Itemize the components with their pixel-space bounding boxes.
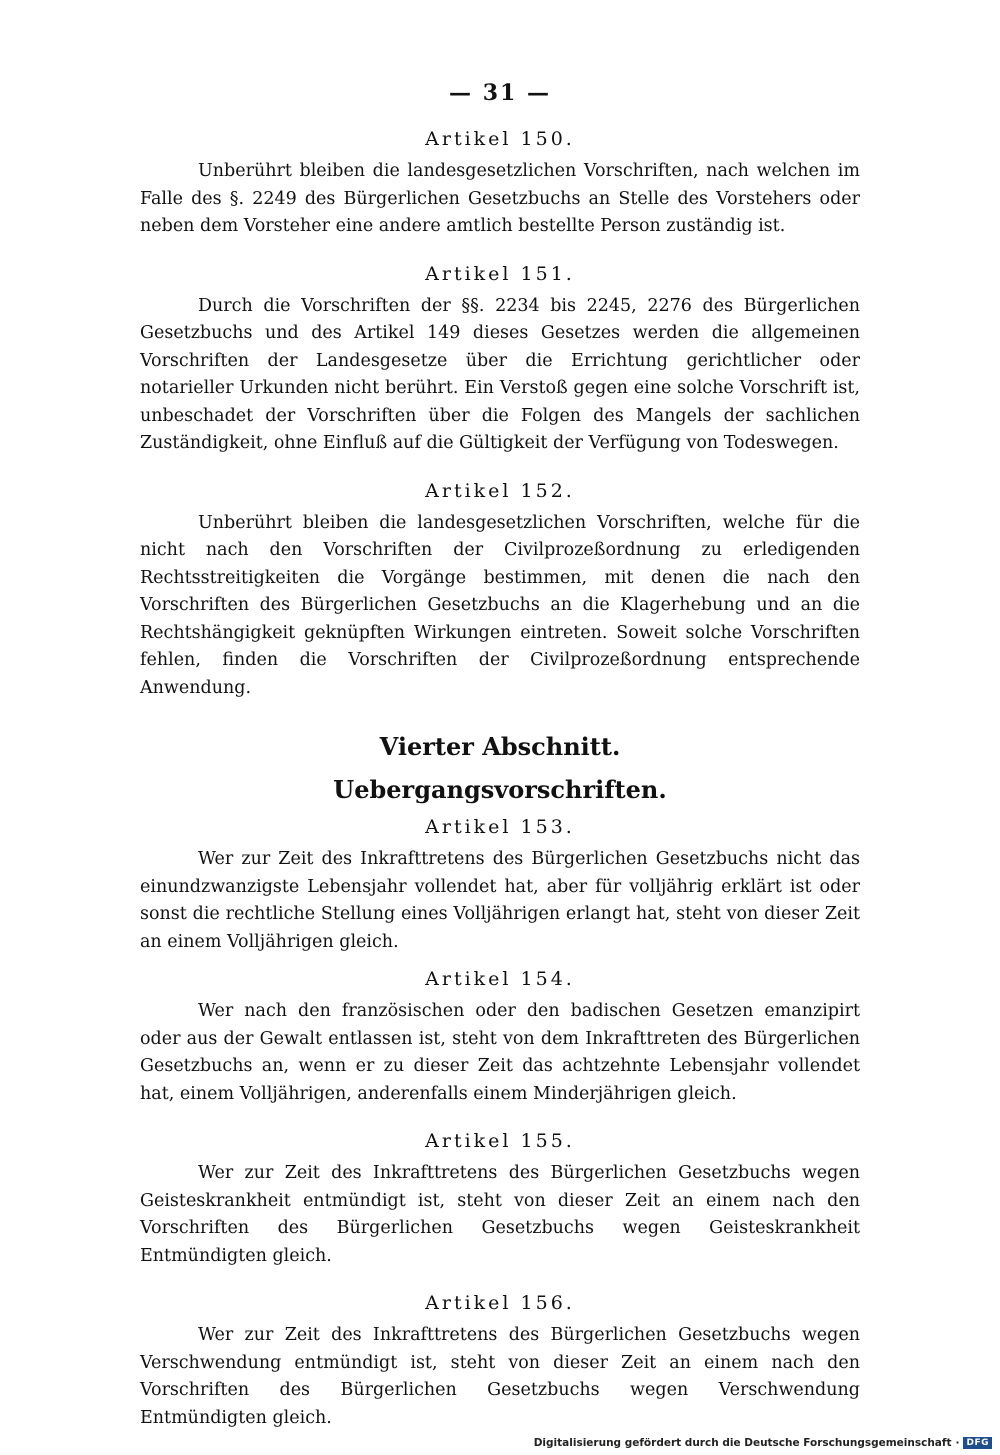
article-body: Durch die Vorschriften der §§. 2234 bis 2245, 2276 des Bürgerlichen Gesetzbuchs und des Artikel 149 dieses Gesetzes werden die allgemeinen Vorschriften der Landesgesetze über die Errichtung gerichtlicher oder notarieller Urkunden nicht berührt. Ein Verstoß gegen eine solche Vorschrift ist, unbeschadet der Vorschriften über die Folgen des Mangels der sachlichen Zuständigkeit, ohne Einfluß auf die Gültigkeit der Verfügung von Todeswegen. bbox=[140, 295, 860, 453]
article-heading: Artikel 151. bbox=[425, 262, 575, 285]
section-subtitle: Uebergangsvorschriften. bbox=[333, 775, 667, 804]
article-heading: Artikel 156. bbox=[425, 1292, 575, 1314]
article-153 bbox=[140, 816, 860, 956]
dfg-logo-icon: DFG bbox=[963, 1437, 992, 1449]
article-heading: Artikel 152. bbox=[425, 479, 575, 502]
article-heading: Artikel 153. bbox=[425, 816, 575, 838]
page-number: — 31 — bbox=[449, 80, 551, 106]
article-body: Wer zur Zeit des Inkrafttretens des Bürgerlichen Gesetzbuchs wegen Verschwendung entmündigt ist, steht von dieser Zeit an einem nach den Vorschriften des Bürgerlichen Gesetzbuchs wegen Verschwendung Entmündigten gleich. bbox=[140, 1325, 860, 1428]
article-body: Wer nach den französischen oder den badischen Gesetzen emanzipirt oder aus der Gewalt entlassen ist, steht von dem Inkrafttreten des Bürgerlichen Gesetzbuchs an, wenn er zu dieser Zeit das achtzehnte Lebensjahr vollendet hat, einem Volljährigen, anderenfalls einem Minderjährigen gleich. bbox=[140, 1001, 860, 1104]
article-body: Wer zur Zeit des Inkrafttretens des Bürgerlichen Gesetzbuchs wegen Geisteskrankheit entmündigt ist, steht von dieser Zeit an einem nach den Vorschriften des Bürgerlichen Gesetzbuchs wegen Geisteskrankheit Entmündigten gleich. bbox=[140, 1163, 860, 1266]
document-page bbox=[140, 80, 860, 1432]
article-heading: Artikel 154. bbox=[425, 968, 575, 990]
article-151 bbox=[140, 263, 860, 458]
article-heading: Artikel 150. bbox=[425, 128, 575, 150]
article-156 bbox=[140, 1292, 860, 1432]
article-150 bbox=[140, 128, 860, 241]
article-body: Wer zur Zeit des Inkrafttretens des Bürgerlichen Gesetzbuchs nicht das einundzwanzigste Lebensjahr vollendet hat, aber für volljährig erklärt ist oder sonst die rechtliche Stellung eines Volljährigen erlangt hat, steht von dieser Zeit an einem Volljährigen gleich. bbox=[140, 849, 860, 952]
digitization-footer: Digitalisierung gefördert durch die Deutsche Forschungsgemeinschaft · DFG bbox=[534, 1437, 992, 1449]
article-154 bbox=[140, 968, 860, 1108]
footer-text: Digitalisierung gefördert durch die Deutsche Forschungsgemeinschaft bbox=[533, 1437, 952, 1449]
section-title: Vierter Abschnitt. bbox=[379, 732, 621, 761]
article-body: Unberührt bleiben die landesgesetzlichen Vorschriften, welche für die nicht nach den Vorschriften der Civilprozeßordnung zu erledigenden Rechtsstreitigkeiten die Vorgänge bestimmen, mit denen die nach den Vorschriften des Bürgerlichen Gesetzbuchs an die Klagerhebung und an die Rechtshängigkeit geknüpften Wirkungen eintreten. Soweit solche Vorschriften fehlen, finden die Vorschriften der Civilprozeßordnung entsprechende Anwendung. bbox=[140, 512, 860, 698]
article-heading: Artikel 155. bbox=[425, 1130, 575, 1152]
article-152 bbox=[140, 480, 860, 703]
article-body: Unberührt bleiben die landesgesetzlichen Vorschriften, nach welchen im Falle des §. 2249 des Bürgerlichen Gesetzbuchs an Stelle des Vorstehers oder neben dem Vorsteher eine andere amtlich bestellte Person zuständig ist. bbox=[140, 161, 860, 236]
article-155 bbox=[140, 1130, 860, 1270]
